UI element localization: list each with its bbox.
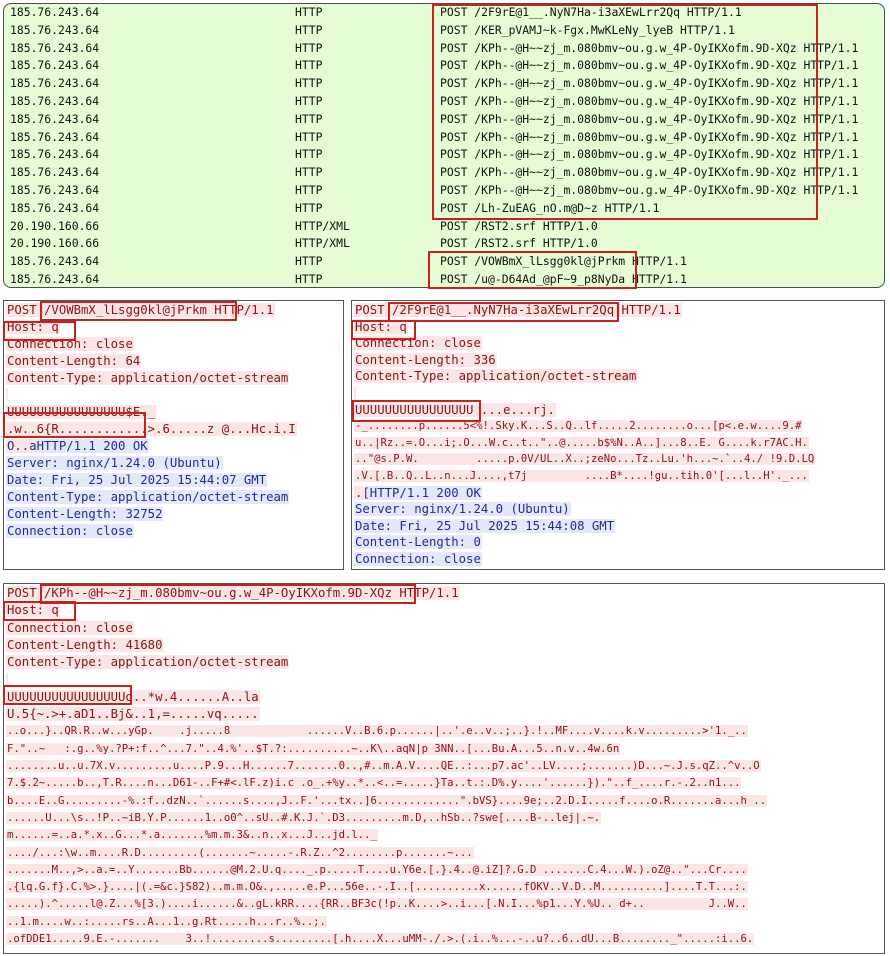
- stream-line-text: Host: q: [7, 603, 59, 618]
- stream-line: [354, 534, 482, 551]
- stream-line-text: -_........p......5<%!.Sky.K...S..Q..lf.....2........o...[p<.e.w....9.#: [355, 420, 802, 433]
- packet-info: POST /RST2.srf HTTP/1.0: [440, 236, 598, 251]
- packet-info: POST /KPh--@H~~zj_m.080bmv~ou.g.w_4P-OyIKXofm.9D-XQz HTTP/1.1: [440, 165, 859, 180]
- stream-line-text: ........u..u.7X.v.........u....P.9...H......7.......0..,#..m.A.V....QE..:...p7.ac'..LV....;.......)D...~.J.s.qZ..^v..O: [7, 760, 760, 772]
- packet-protocol: HTTP/XML: [295, 218, 350, 233]
- stream-line-text: Connection: close: [7, 620, 133, 635]
- packet-info: POST /u@-D64Ad_@pF~9_p8NyDa HTTP/1.1: [440, 272, 687, 286]
- packet-info: POST /VOWBmX_lLsgg0kl@jPrkm HTTP/1.1: [440, 254, 687, 269]
- stream-line: [6, 302, 275, 319]
- packet-protocol: HTTP: [295, 183, 323, 197]
- stream-line: [354, 551, 482, 568]
- packet-protocol: HTTP: [295, 111, 323, 126]
- stream-line-text: Connection: close: [355, 552, 481, 566]
- follow-stream-left[interactable]: [3, 300, 344, 570]
- stream-line: [6, 827, 378, 844]
- stream-line: [6, 319, 60, 336]
- stream-line-text: [6, 388, 8, 402]
- packet-protocol: HTTP/XML: [295, 236, 350, 251]
- stream-line: [354, 468, 809, 485]
- stream-line-text: u..|Rz..=.O...i;.O...W.c..t.."..@.....b$%N..A..]...8..E. G....k.r7AC.H.: [355, 436, 808, 449]
- packet-protocol: HTTP: [295, 129, 323, 144]
- packet-protocol: HTTP: [295, 200, 323, 215]
- stream-line-text: Date: Fri, 25 Jul 2025 15:44:08 GMT: [355, 518, 615, 533]
- stream-line-text: Connection: close: [7, 524, 133, 538]
- stream-line: [354, 435, 809, 452]
- stream-line: [6, 845, 474, 862]
- packet-row[interactable]: [4, 200, 884, 218]
- stream-line: [6, 810, 601, 827]
- stream-line-text: Date: Fri, 25 Jul 2025 15:44:07 GMT: [7, 473, 267, 487]
- packet-source: 185.76.243.64: [10, 5, 100, 19]
- stream-line-text: Connection: close: [7, 337, 133, 351]
- stream-line: [6, 353, 141, 370]
- stream-line-mixed: [354, 485, 482, 502]
- stream-line: [6, 896, 748, 913]
- packet-row[interactable]: [4, 4, 884, 22]
- stream-line-text: Content-Type: application/octet-stream: [7, 655, 289, 670]
- stream-line: [6, 672, 8, 689]
- stream-line: [6, 523, 134, 540]
- stream-line: [6, 489, 289, 506]
- packet-row[interactable]: [4, 93, 884, 111]
- stream-line: [6, 637, 163, 654]
- stream-line-text: UUUUUUUUUUUUUUUU ...e...rj.: [355, 402, 555, 417]
- packet-info: POST /KPh--@H~~zj_m.080bmv~ou.g.w_4P-OyIKXofm.9D-XQz HTTP/1.1: [440, 40, 859, 55]
- packet-source: 185.76.243.64: [10, 200, 100, 215]
- stream-line-text: .......M..,>..a.=..Y.......Bb......@M.2.U.q...._.p.....T....u.Y6e.[.}.4..@.iZ]?.G.D .......C.4...W.).oZ@.."...Cr....: [7, 863, 747, 876]
- packet-row[interactable]: [4, 253, 884, 271]
- packet-row[interactable]: [4, 146, 884, 164]
- stream-line-text: U.5{~.>+.aD1..Bj&..1,=.....vq.....: [7, 707, 259, 722]
- stream-line-text: Connection: close: [355, 336, 481, 351]
- packet-row[interactable]: [4, 75, 884, 93]
- stream-line-text: UUUUUUUUUUUUUUUU$E._: [7, 405, 156, 419]
- stream-line: [6, 472, 267, 489]
- packet-row[interactable]: [4, 57, 884, 75]
- packet-row[interactable]: [4, 129, 884, 147]
- stream-line-text: O..aHTTP/1.1 200 OK: [7, 439, 148, 453]
- stream-line-text: Host: q: [7, 320, 59, 334]
- stream-line: [6, 914, 327, 931]
- packet-protocol: HTTP: [295, 76, 323, 91]
- stream-line: [354, 418, 802, 435]
- stream-line-text: .w..6{R............>.6.....z @...Hc.i.I: [7, 422, 296, 436]
- stream-line-text: UUUUUUUUUUUUUUUUd..*w.4......A..la: [7, 689, 259, 704]
- packet-source: 185.76.243.64: [10, 40, 100, 55]
- stream-line-text: [354, 386, 356, 400]
- packet-source: 185.76.243.64: [10, 22, 100, 37]
- packet-protocol: HTTP: [295, 272, 323, 286]
- stream-line-text: Content-Type: application/octet-stream: [355, 369, 637, 384]
- stream-line: [6, 506, 163, 523]
- stream-line: [6, 775, 741, 792]
- packet-protocol: HTTP: [295, 147, 323, 162]
- packet-info: POST /KPh--@H~~zj_m.080bmv~ou.g.w_4P-OyIKXofm.9D-XQz HTTP/1.1: [440, 129, 859, 144]
- packet-list[interactable]: [3, 3, 885, 288]
- stream-line: [6, 741, 620, 758]
- packet-row[interactable]: [4, 40, 884, 58]
- stream-line: [6, 387, 8, 404]
- packet-source: 185.76.243.64: [10, 147, 100, 162]
- stream-line-text: Content-Length: 41680: [7, 637, 163, 652]
- stream-line: [6, 879, 748, 896]
- packet-source: 185.76.243.64: [10, 254, 100, 269]
- stream-line: [6, 620, 134, 637]
- packet-info: POST /KPh--@H~~zj_m.080bmv~ou.g.w_4P-OyIKXofm.9D-XQz HTTP/1.1: [440, 111, 859, 126]
- stream-line-text: .ofDDE1.....9.E.-....... 3..!.........s.........[.h....X...uMM-./.>.(.i..%...-..u?..6..dU...B........_".....:i..6.: [7, 933, 754, 945]
- stream-line-text: .[HTTP/1.1 200 OK: [355, 485, 481, 500]
- packet-info: POST /KPh--@H~~zj_m.080bmv~ou.g.w_4P-OyIKXofm.9D-XQz HTTP/1.1: [440, 147, 859, 162]
- packet-protocol: HTTP: [295, 40, 323, 55]
- stream-line-text: .."@s.P.W. .....p.0V/UL..X..;zeNo...Tz..Lu.'h...~.`..4./ !9.D.LQ: [355, 453, 815, 466]
- packet-row[interactable]: [4, 111, 884, 129]
- stream-line: [6, 585, 460, 602]
- stream-line: [6, 602, 60, 619]
- stream-line: [6, 336, 134, 353]
- packet-source: 20.190.160.66: [10, 236, 100, 251]
- stream-line: [6, 689, 260, 706]
- stream-line-text: Content-Length: 64: [7, 354, 141, 368]
- stream-line-text: Content-Type: application/octet-stream: [7, 371, 289, 385]
- packet-protocol: HTTP: [295, 58, 323, 73]
- packet-info: POST /KPh--@H~~zj_m.080bmv~ou.g.w_4P-OyIKXofm.9D-XQz HTTP/1.1: [440, 58, 859, 73]
- stream-line: [6, 370, 289, 387]
- stream-line: [354, 352, 497, 369]
- stream-line-text: ..1.m....w..:.....rs..A...1..g.Rt.....h...r..%..;.: [7, 915, 326, 928]
- packet-row[interactable]: [4, 218, 884, 236]
- stream-line-text: ..o...}..QR.R..w...yGp. .j.....8 ......V..B.6.p......|..'.e..v..;..}.!..MF....v....k.v.........>'1._..: [7, 725, 747, 738]
- stream-line-text: ......U...\s..!P..~iB.Y.P......1..o0^..sU..#.K.J.`.D3.........m.D,..hSb..?swe[....B-..lej|.~.: [7, 811, 601, 824]
- stream-line-mixed: [6, 438, 149, 455]
- stream-line: [354, 335, 482, 352]
- packet-info: POST /KER_pVAMJ~k-Fgx.MwKLeNy_lyeB HTTP/1.1: [440, 22, 735, 37]
- stream-line-text: m......=..a.*.x..G...*.a.......%m.m.3&..n..x...J...jd.l.._: [7, 829, 377, 842]
- stream-line: [6, 455, 223, 472]
- stream-line-text: .{lq.G.f}.C.%>.}....|(.=&c.}S82)..m.m.O&.,.....e.P...56e..-.I..[..........x......fOKV..V.D..M..........]....T.T...:.: [7, 881, 747, 894]
- packet-source: 185.76.243.64: [10, 165, 100, 180]
- packet-info: POST /KPh--@H~~zj_m.080bmv~ou.g.w_4P-OyIKXofm.9D-XQz HTTP/1.1: [440, 94, 859, 108]
- stream-line-text: Server: nginx/1.24.0 (Ubuntu): [7, 456, 222, 470]
- stream-line: [354, 302, 682, 319]
- stream-line: [354, 402, 556, 419]
- stream-line-text: [6, 673, 8, 687]
- stream-line: [354, 451, 815, 468]
- stream-line-text: Content-Length: 32752: [7, 507, 163, 521]
- packet-protocol: HTTP: [295, 165, 323, 180]
- stream-line-text: b....E..G.........-%.:f..dzN..`......s....,J..F.'...tx..]6.............".bVS}....9e;..2.D.I.....f....o.R.......a...h ..: [7, 794, 766, 807]
- packet-source: 185.76.243.64: [10, 111, 100, 126]
- stream-line: [354, 501, 571, 518]
- stream-line-text: Content-Type: application/octet-stream: [7, 490, 289, 504]
- stream-line: [6, 706, 260, 723]
- stream-line: [6, 421, 297, 438]
- packet-info: POST /RST2.srf HTTP/1.0: [440, 218, 598, 233]
- stream-line: [6, 723, 748, 740]
- packet-source: 185.76.243.64: [10, 58, 100, 73]
- stream-line: [6, 654, 289, 671]
- stream-line-text: POST /KPh--@H~~zj_m.080bmv~ou.g.w_4P-OyIKXofm.9D-XQz HTTP/1.1: [7, 586, 459, 600]
- packet-protocol: HTTP: [295, 94, 323, 108]
- stream-line: [6, 793, 767, 810]
- stream-line: [354, 368, 637, 385]
- packet-row[interactable]: [4, 271, 884, 288]
- packet-protocol: HTTP: [295, 22, 323, 37]
- stream-line: [354, 385, 356, 402]
- packet-row[interactable]: [4, 182, 884, 200]
- stream-line: [6, 758, 761, 775]
- packet-source: 185.76.243.64: [10, 76, 100, 91]
- stream-line-text: .....).^.....l@.Z...%[3.)....i......&..gL.kRR....{RR..BF3c(!p..K....>..i...[.N.I...%p1...Y.%U.. d+.. J..W..: [7, 898, 747, 911]
- stream-line-text: F."..~ :.g..%y.?P+:f..^...7."..4.%'..$T.?:..........~..K\..aqN|p 3NN..[...Bu.A...5..n.v..4w.6n: [7, 742, 620, 755]
- packet-source: 20.190.160.66: [10, 218, 100, 233]
- packet-row[interactable]: [4, 22, 884, 40]
- packet-source: 185.76.243.64: [10, 94, 100, 108]
- stream-line-text: .V.[.B..Q..L..n...J....,t7j ....B*....!gu..tih.0'[...l..H'._...: [355, 470, 808, 482]
- packet-protocol: HTTP: [295, 254, 323, 269]
- packet-info: POST /Lh-ZuEAG_nO.m@D~z HTTP/1.1: [440, 200, 660, 215]
- follow-stream-bottom[interactable]: [3, 583, 885, 954]
- packet-source: 185.76.243.64: [10, 272, 100, 286]
- stream-line-text: Host: q: [355, 319, 407, 334]
- stream-line-text: 7.$.2~.....b..,T.R....n...D61-..F+#<.lF.z)i.c .o_.+%y..*..<..=.....}Ta..t.:.D%.y....'......})."..f_....r.-.2..n1...: [7, 777, 741, 790]
- stream-line: [6, 862, 748, 879]
- stream-line: [6, 931, 754, 948]
- stream-line: [354, 319, 408, 336]
- stream-line: [354, 518, 615, 535]
- stream-line-text: ..../...:\w..m....R.D.........(.......~.....-.R.Z..^2........p.......~...: [7, 846, 473, 859]
- stream-line-text: POST /2F9rE@1__.NyN7Ha-i3aXEwLrr2Qq HTTP/1.1: [355, 303, 681, 317]
- packet-info: POST /KPh--@H~~zj_m.080bmv~ou.g.w_4P-OyIKXofm.9D-XQz HTTP/1.1: [440, 76, 859, 91]
- stream-line-text: Content-Length: 336: [355, 352, 496, 367]
- packet-source: 185.76.243.64: [10, 183, 100, 197]
- follow-stream-right[interactable]: [351, 300, 885, 570]
- stream-line-text: Server: nginx/1.24.0 (Ubuntu): [355, 502, 570, 517]
- stream-line: [6, 404, 156, 421]
- stream-line-text: Content-Length: 0: [355, 535, 481, 550]
- packet-info: POST /KPh--@H~~zj_m.080bmv~ou.g.w_4P-OyIKXofm.9D-XQz HTTP/1.1: [440, 183, 859, 197]
- packet-source: 185.76.243.64: [10, 129, 100, 144]
- packet-protocol: HTTP: [295, 5, 323, 19]
- stream-line-text: POST /VOWBmX_lLsgg0kl@jPrkm HTTP/1.1: [7, 303, 274, 317]
- packet-row[interactable]: [4, 164, 884, 182]
- packet-info: POST /2F9rE@1__.NyN7Ha-i3aXEwLrr2Qq HTTP/1.1: [440, 5, 742, 19]
- packet-row[interactable]: [4, 235, 884, 253]
